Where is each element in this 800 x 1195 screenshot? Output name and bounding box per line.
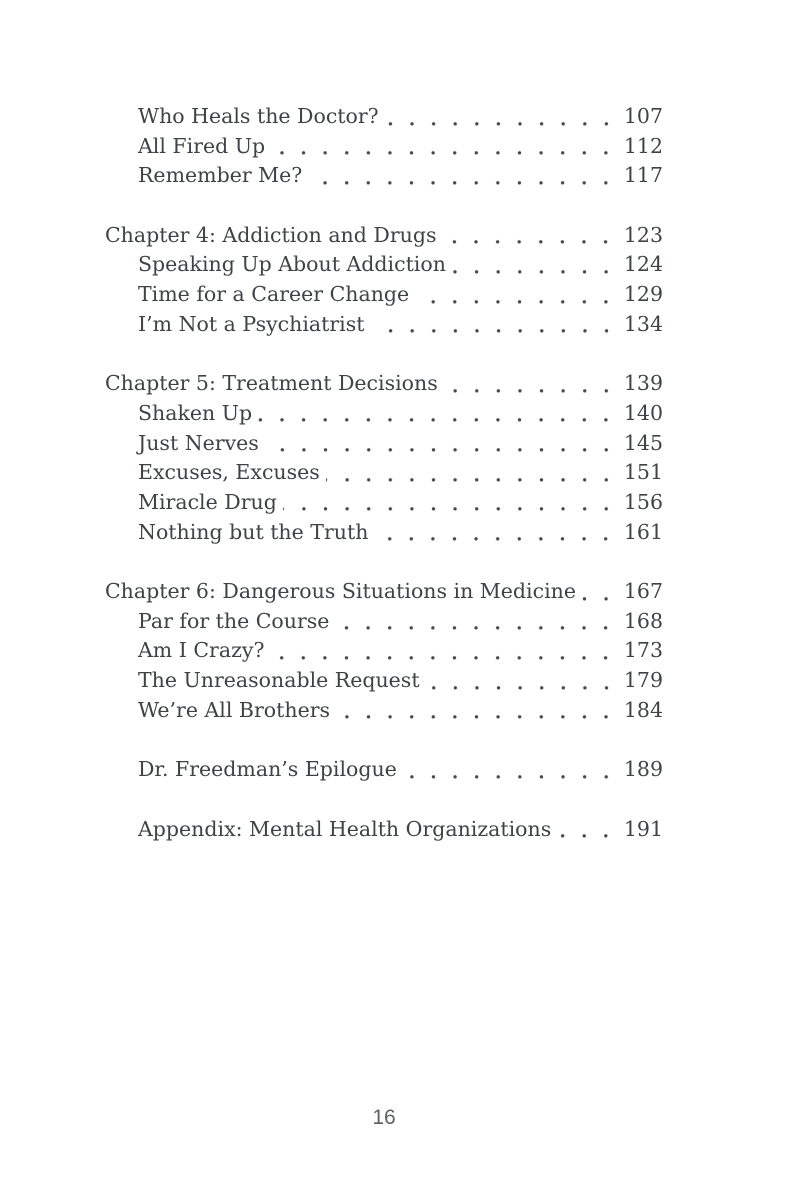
dot-leader	[444, 369, 622, 399]
toc-entry-label: Speaking Up About Addiction	[138, 252, 446, 277]
toc-entry-page: 173	[623, 638, 663, 663]
toc-entry-label: Time for a Career Change	[138, 282, 410, 307]
dot-leader	[374, 518, 621, 548]
toc-entry	[105, 369, 663, 399]
toc-entry	[105, 458, 663, 488]
toc-entry-page: 167	[623, 579, 663, 603]
dot-leader	[270, 636, 621, 666]
dot-leader	[426, 666, 622, 696]
toc-entry	[105, 518, 663, 548]
toc-entry-label: Just Nerves	[138, 430, 259, 455]
dot-leader	[582, 577, 622, 607]
toc-entry-page: 117	[623, 163, 663, 188]
toc-entry-label: Nothing but the Truth	[138, 519, 369, 544]
toc-entry-label: Shaken Up	[138, 400, 253, 425]
dot-leader	[308, 161, 622, 191]
toc-entry-page: 112	[623, 133, 663, 158]
toc-entry-page: 151	[623, 460, 663, 485]
toc-entry	[105, 280, 663, 310]
toc-entry-label: Who Heals the Doctor?	[138, 104, 379, 128]
toc-entry	[105, 399, 663, 429]
toc-entry-page: 107	[623, 104, 663, 128]
toc-entry-page: 145	[623, 430, 663, 455]
toc-entry	[105, 250, 663, 280]
toc-entry-label: All Fired Up	[138, 133, 266, 158]
toc-entry-label: Chapter 5: Treatment Decisions	[105, 371, 438, 396]
toc-entry	[105, 636, 663, 666]
toc-entry	[105, 310, 663, 340]
dot-leader	[336, 696, 622, 726]
toc-entry-page: 140	[623, 400, 663, 425]
toc-entry-label: Miracle Drug	[138, 489, 277, 514]
toc-entry	[105, 132, 663, 162]
toc-entry	[105, 429, 663, 459]
toc-entry-page: 129	[623, 282, 663, 307]
toc-entry-label: Chapter 6: Dangerous Situations in Medicine	[105, 579, 576, 603]
toc-entry	[105, 666, 663, 696]
toc-entry-page: 123	[623, 222, 663, 247]
dot-leader	[265, 429, 622, 459]
dot-leader	[283, 488, 622, 518]
toc-entry	[105, 102, 663, 132]
dot-leader	[415, 280, 622, 310]
toc-entry-label: Am I Crazy?	[138, 638, 265, 663]
dot-leader	[335, 607, 621, 637]
dot-leader	[258, 399, 622, 429]
toc-entry-label: Remember Me?	[138, 163, 303, 188]
toc-entry-page: 191	[623, 816, 663, 841]
toc-entry	[105, 607, 663, 637]
toc-entry-label: Dr. Freedman’s Epilogue	[138, 757, 397, 782]
toc-entry-page: 179	[623, 668, 663, 693]
toc-entry-label: Excuses, Excuses	[138, 460, 320, 485]
dot-leader	[557, 815, 622, 845]
dot-leader	[452, 250, 622, 280]
toc-entry-label: Par for the Course	[138, 608, 330, 633]
page-number-folio: 16	[372, 1106, 396, 1129]
table-of-contents	[105, 102, 663, 844]
dot-leader	[385, 102, 622, 132]
toc-entry-page: 139	[623, 371, 663, 396]
toc-entry-page: 124	[623, 252, 663, 277]
toc-entry-label: I’m Not a Psychiatrist	[138, 311, 365, 336]
dot-leader	[442, 221, 621, 251]
toc-entry-page: 134	[623, 311, 663, 336]
toc-entry	[105, 755, 663, 785]
dot-leader	[271, 132, 622, 162]
toc-entry	[105, 815, 663, 845]
dot-leader	[403, 755, 622, 785]
dot-leader	[371, 310, 622, 340]
toc-entry	[105, 488, 663, 518]
toc-entry	[105, 696, 663, 726]
toc-entry-label: We’re All Brothers	[138, 697, 331, 722]
toc-entry	[105, 161, 663, 191]
toc-entry-page: 156	[623, 489, 663, 514]
toc-entry	[105, 221, 663, 251]
toc-entry-label: The Unreasonable Request	[138, 668, 420, 693]
toc-entry-page: 189	[623, 757, 663, 782]
toc-entry-label: Chapter 4: Addiction and Drugs	[105, 222, 437, 247]
toc-entry	[105, 577, 663, 607]
toc-entry-page: 184	[623, 697, 663, 722]
toc-entry-label: Appendix: Mental Health Organizations	[138, 816, 552, 841]
toc-entry-page: 161	[623, 519, 663, 544]
toc-entry-page: 168	[623, 608, 663, 633]
dot-leader	[326, 458, 622, 488]
